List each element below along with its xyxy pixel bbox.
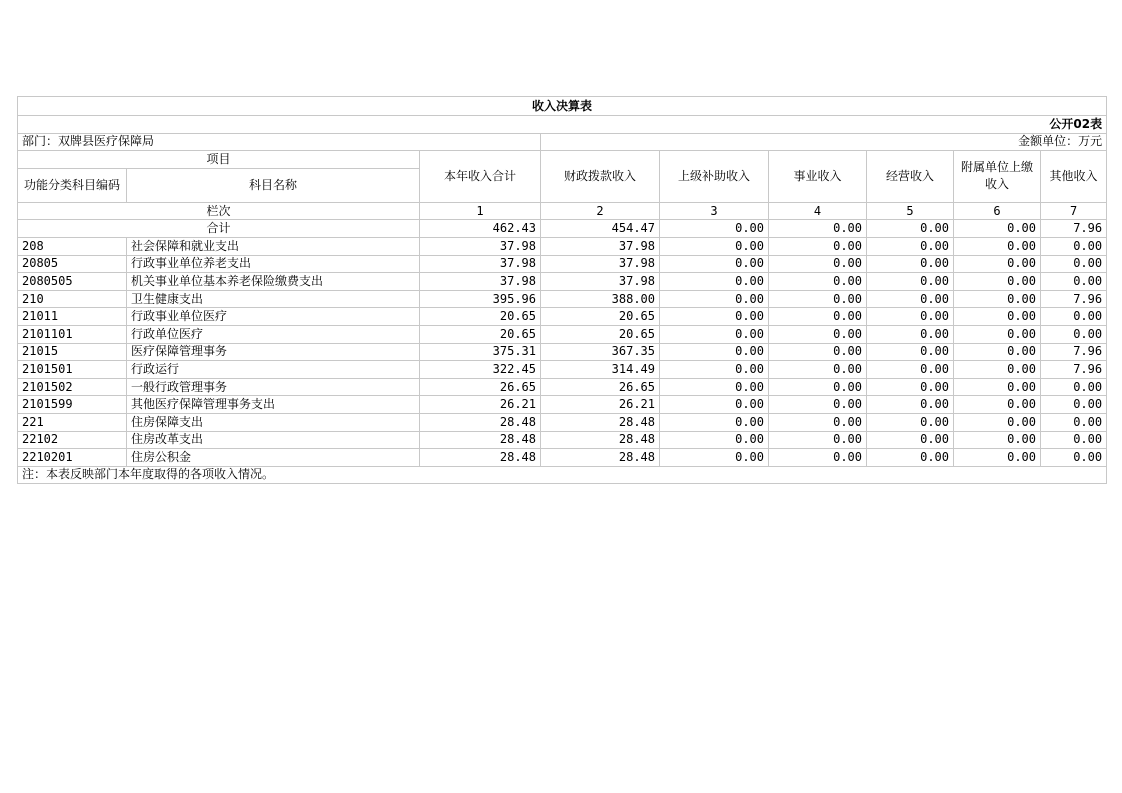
amount-cell: 37.98 xyxy=(420,255,541,273)
column-index-4: 4 xyxy=(769,202,867,220)
header-other: 其他收入 xyxy=(1041,151,1107,203)
amount-cell: 28.48 xyxy=(541,449,660,467)
table-row xyxy=(18,308,1107,326)
amount-cell: 0.00 xyxy=(954,255,1041,273)
table-row xyxy=(18,396,1107,414)
amount-cell: 0.00 xyxy=(954,413,1041,431)
amount-cell: 0.00 xyxy=(660,449,769,467)
summary-label: 合计 xyxy=(18,220,420,238)
amount-cell: 0.00 xyxy=(769,308,867,326)
table-row xyxy=(18,273,1107,291)
subject-code: 21011 xyxy=(18,308,127,326)
subject-name: 行政单位医疗 xyxy=(127,325,420,343)
amount-cell: 0.00 xyxy=(769,237,867,255)
amount-cell: 0.00 xyxy=(769,396,867,414)
summary-row xyxy=(18,220,1107,238)
amount-cell: 388.00 xyxy=(541,290,660,308)
amount-cell: 0.00 xyxy=(954,396,1041,414)
header-business: 事业收入 xyxy=(769,151,867,203)
table-row xyxy=(18,290,1107,308)
amount-cell: 0.00 xyxy=(954,378,1041,396)
amount-cell: 0.00 xyxy=(660,237,769,255)
amount-cell: 26.65 xyxy=(420,378,541,396)
amount-cell: 0.00 xyxy=(769,343,867,361)
amount-cell: 20.65 xyxy=(541,308,660,326)
amount-cell: 0.00 xyxy=(769,273,867,291)
amount-cell: 26.65 xyxy=(541,378,660,396)
amount-cell: 375.31 xyxy=(420,343,541,361)
subject-name: 行政事业单位医疗 xyxy=(127,308,420,326)
amount-cell: 0.00 xyxy=(1041,396,1107,414)
subject-code: 208 xyxy=(18,237,127,255)
table-row xyxy=(18,255,1107,273)
amount-cell: 28.48 xyxy=(420,449,541,467)
subject-name: 其他医疗保障管理事务支出 xyxy=(127,396,420,414)
amount-cell: 0.00 xyxy=(867,308,954,326)
amount-cell: 0.00 xyxy=(954,237,1041,255)
amount-cell: 28.48 xyxy=(541,413,660,431)
department-label: 部门：双牌县医疗保障局 xyxy=(18,133,541,151)
amount-cell: 37.98 xyxy=(541,237,660,255)
form-number: 公开02表 xyxy=(541,116,1107,134)
subject-name: 住房公积金 xyxy=(127,449,420,467)
column-index-1: 1 xyxy=(420,202,541,220)
amount-cell: 0.00 xyxy=(867,413,954,431)
column-index-7: 7 xyxy=(1041,202,1107,220)
header-code: 功能分类科目编码 xyxy=(18,168,127,202)
subject-name: 住房改革支出 xyxy=(127,431,420,449)
amount-cell: 0.00 xyxy=(867,378,954,396)
amount-cell: 7.96 xyxy=(1041,361,1107,379)
amount-cell: 0.00 xyxy=(1041,325,1107,343)
table-note: 注：本表反映部门本年度取得的各项收入情况。 xyxy=(18,466,1107,484)
subject-code: 2080505 xyxy=(18,273,127,291)
column-index-2: 2 xyxy=(541,202,660,220)
amount-cell: 0.00 xyxy=(769,290,867,308)
amount-cell: 26.21 xyxy=(541,396,660,414)
subject-code: 21015 xyxy=(18,343,127,361)
subject-code: 2101502 xyxy=(18,378,127,396)
amount-cell: 0.00 xyxy=(1041,237,1107,255)
amount-cell: 0.00 xyxy=(660,255,769,273)
amount-cell: 28.48 xyxy=(420,431,541,449)
subject-code: 210 xyxy=(18,290,127,308)
header-name: 科目名称 xyxy=(127,168,420,202)
amount-cell: 0.00 xyxy=(769,413,867,431)
amount-cell: 0.00 xyxy=(769,431,867,449)
table-row xyxy=(18,449,1107,467)
amount-cell: 0.00 xyxy=(867,343,954,361)
subject-code: 20805 xyxy=(18,255,127,273)
table-row xyxy=(18,361,1107,379)
amount-cell: 0.00 xyxy=(769,449,867,467)
summary-value: 0.00 xyxy=(954,220,1041,238)
subject-code: 2101501 xyxy=(18,361,127,379)
income-final-account-table xyxy=(17,96,1107,484)
column-index-6: 6 xyxy=(954,202,1041,220)
amount-cell: 0.00 xyxy=(867,431,954,449)
amount-cell: 0.00 xyxy=(954,361,1041,379)
subject-code: 22102 xyxy=(18,431,127,449)
amount-cell: 0.00 xyxy=(954,273,1041,291)
amount-cell: 314.49 xyxy=(541,361,660,379)
amount-cell: 0.00 xyxy=(867,325,954,343)
header-fiscal: 财政拨款收入 xyxy=(541,151,660,203)
amount-cell: 0.00 xyxy=(1041,413,1107,431)
table-row xyxy=(18,378,1107,396)
summary-value: 454.47 xyxy=(541,220,660,238)
header-operating: 经营收入 xyxy=(867,151,954,203)
amount-cell: 0.00 xyxy=(1041,273,1107,291)
subject-code: 2210201 xyxy=(18,449,127,467)
amount-cell: 0.00 xyxy=(769,255,867,273)
header-affiliated: 附属单位上缴收入 xyxy=(954,151,1041,203)
amount-cell: 0.00 xyxy=(954,343,1041,361)
amount-cell: 0.00 xyxy=(660,378,769,396)
amount-cell: 0.00 xyxy=(867,255,954,273)
amount-cell: 0.00 xyxy=(660,343,769,361)
table-row xyxy=(18,431,1107,449)
amount-cell: 0.00 xyxy=(769,325,867,343)
amount-cell: 26.21 xyxy=(420,396,541,414)
subject-name: 医疗保障管理事务 xyxy=(127,343,420,361)
column-index-label: 栏次 xyxy=(18,202,420,220)
header-item: 项目 xyxy=(18,151,420,169)
amount-cell: 395.96 xyxy=(420,290,541,308)
amount-cell: 28.48 xyxy=(541,431,660,449)
summary-value: 0.00 xyxy=(660,220,769,238)
amount-cell: 0.00 xyxy=(660,431,769,449)
amount-cell: 0.00 xyxy=(769,361,867,379)
amount-cell: 0.00 xyxy=(1041,378,1107,396)
subject-name: 一般行政管理事务 xyxy=(127,378,420,396)
amount-cell: 0.00 xyxy=(660,325,769,343)
amount-cell: 0.00 xyxy=(954,449,1041,467)
amount-cell: 7.96 xyxy=(1041,290,1107,308)
amount-cell: 20.65 xyxy=(541,325,660,343)
amount-cell: 0.00 xyxy=(660,290,769,308)
summary-value: 0.00 xyxy=(769,220,867,238)
amount-cell: 0.00 xyxy=(660,413,769,431)
column-index-5: 5 xyxy=(867,202,954,220)
table-row xyxy=(18,237,1107,255)
amount-cell: 0.00 xyxy=(954,308,1041,326)
amount-cell: 0.00 xyxy=(660,361,769,379)
summary-value: 0.00 xyxy=(867,220,954,238)
amount-cell: 0.00 xyxy=(867,237,954,255)
table-row xyxy=(18,325,1107,343)
amount-cell: 20.65 xyxy=(420,308,541,326)
amount-cell: 37.98 xyxy=(541,255,660,273)
table-row xyxy=(18,413,1107,431)
amount-cell: 0.00 xyxy=(660,308,769,326)
summary-value: 7.96 xyxy=(1041,220,1107,238)
amount-cell: 20.65 xyxy=(420,325,541,343)
subject-name: 卫生健康支出 xyxy=(127,290,420,308)
amount-cell: 322.45 xyxy=(420,361,541,379)
amount-cell: 0.00 xyxy=(867,396,954,414)
subject-name: 住房保障支出 xyxy=(127,413,420,431)
amount-cell: 0.00 xyxy=(867,273,954,291)
amount-cell: 0.00 xyxy=(660,273,769,291)
subject-name: 行政事业单位养老支出 xyxy=(127,255,420,273)
header-total: 本年收入合计 xyxy=(420,151,541,203)
amount-cell: 0.00 xyxy=(867,361,954,379)
table-title: 收入决算表 xyxy=(18,97,1107,116)
subject-name: 社会保障和就业支出 xyxy=(127,237,420,255)
amount-cell: 0.00 xyxy=(769,378,867,396)
subject-code: 221 xyxy=(18,413,127,431)
amount-cell: 0.00 xyxy=(954,325,1041,343)
column-index-3: 3 xyxy=(660,202,769,220)
amount-cell: 367.35 xyxy=(541,343,660,361)
amount-cell: 0.00 xyxy=(1041,431,1107,449)
amount-cell: 37.98 xyxy=(420,273,541,291)
subject-name: 行政运行 xyxy=(127,361,420,379)
amount-cell: 0.00 xyxy=(954,431,1041,449)
amount-cell: 7.96 xyxy=(1041,343,1107,361)
subject-name: 机关事业单位基本养老保险缴费支出 xyxy=(127,273,420,291)
amount-cell: 0.00 xyxy=(1041,255,1107,273)
amount-cell: 0.00 xyxy=(660,396,769,414)
amount-cell: 37.98 xyxy=(541,273,660,291)
unit-label: 金额单位：万元 xyxy=(541,133,1107,151)
subject-code: 2101599 xyxy=(18,396,127,414)
table-row xyxy=(18,343,1107,361)
subject-code: 2101101 xyxy=(18,325,127,343)
amount-cell: 28.48 xyxy=(420,413,541,431)
amount-cell: 0.00 xyxy=(954,290,1041,308)
amount-cell: 0.00 xyxy=(867,449,954,467)
blank-cell xyxy=(18,116,541,134)
amount-cell: 37.98 xyxy=(420,237,541,255)
header-superior: 上级补助收入 xyxy=(660,151,769,203)
amount-cell: 0.00 xyxy=(1041,449,1107,467)
amount-cell: 0.00 xyxy=(867,290,954,308)
amount-cell: 0.00 xyxy=(1041,308,1107,326)
summary-value: 462.43 xyxy=(420,220,541,238)
